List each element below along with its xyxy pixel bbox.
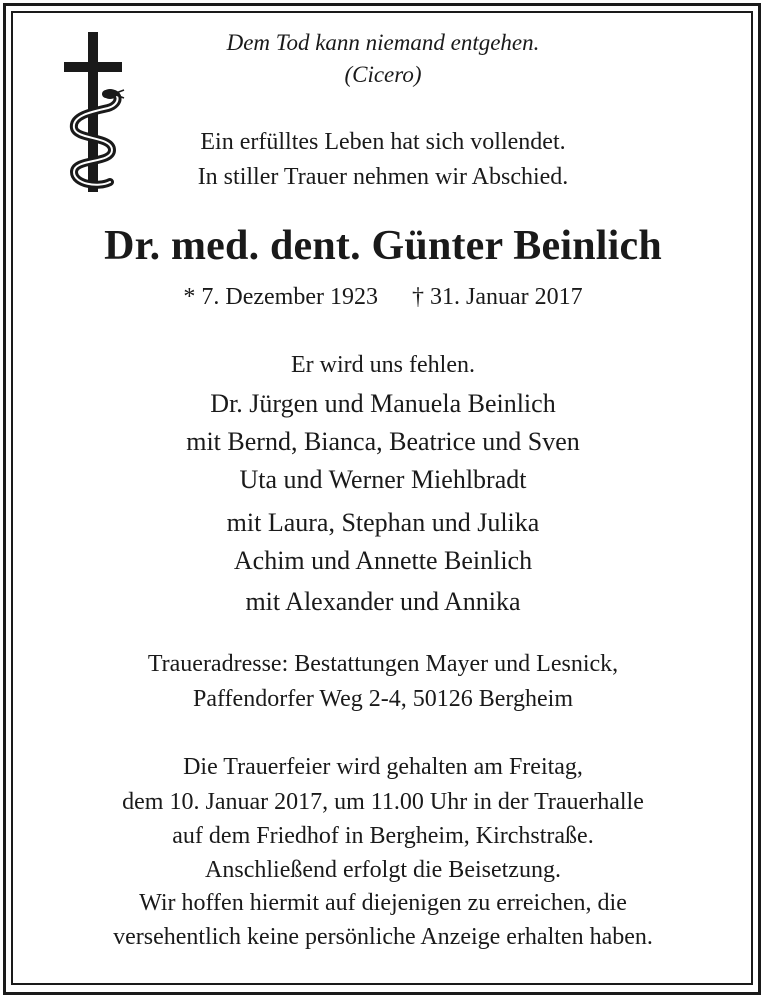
intro-line: Ein erfülltes Leben hat sich vollendet. <box>200 129 566 155</box>
farewell-line: Er wird uns fehlen. <box>291 352 475 378</box>
quote-text: Dem Tod kann niemand entgehen. <box>226 30 540 55</box>
ceremony-line: Die Trauerfeier wird gehalten am Freitag, <box>183 754 583 780</box>
life-dates <box>0 284 766 311</box>
mourner-line: mit Alexander und Annika <box>245 587 521 616</box>
mourner-line: Achim und Annette Beinlich <box>233 546 533 575</box>
deceased-name: Dr. med. dent. Günter Beinlich <box>104 223 662 269</box>
intro-line: In stiller Trauer nehmen wir Abschied. <box>197 164 569 190</box>
ceremony-line: versehentlich keine persönliche Anzeige erhalten haben. <box>113 924 653 950</box>
birth-date: * 7. Dezember 1923 <box>183 284 378 310</box>
address-line: Paffendorfer Weg 2-4, 50126 Bergheim <box>193 686 573 712</box>
ceremony-line: Anschließend erfolgt die Beisetzung. <box>205 857 561 883</box>
ceremony-line: auf dem Friedhof in Bergheim, Kirchstraße. <box>172 823 594 849</box>
ceremony-line: Wir hoffen hiermit auf diejenigen zu erreichen, die <box>139 890 627 916</box>
mourner-line: mit Laura, Stephan und Julika <box>226 508 540 537</box>
quote-author: (Cicero) <box>344 62 422 87</box>
mourner-line: Uta und Werner Miehlbradt <box>239 465 527 494</box>
mourner-line: mit Bernd, Bianca, Beatrice und Sven <box>186 427 580 456</box>
mourner-line: Dr. Jürgen und Manuela Beinlich <box>210 389 556 418</box>
ceremony-line: dem 10. Januar 2017, um 11.00 Uhr in der Trauerhalle <box>122 789 644 815</box>
address-line: Traueradresse: Bestattungen Mayer und Lesnick, <box>147 651 619 677</box>
death-date: † 31. Januar 2017 <box>411 284 583 310</box>
